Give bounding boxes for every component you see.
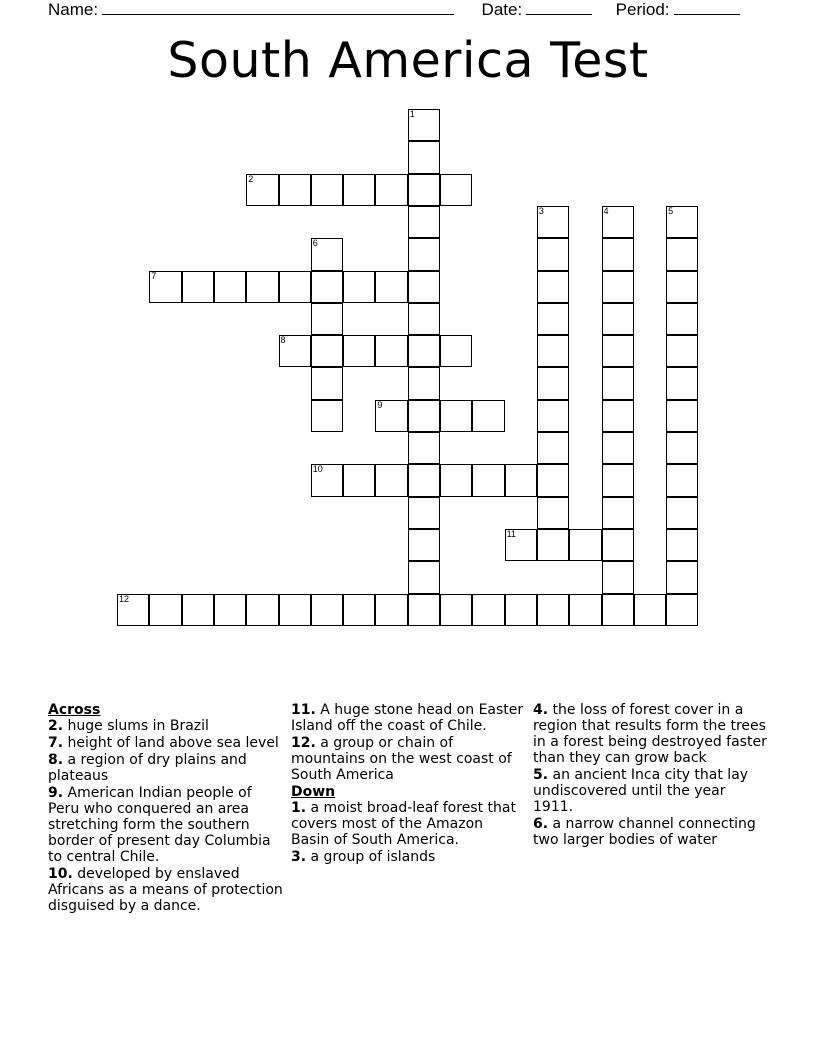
clue-text: a moist broad-leaf forest that covers most of the Amazon Basin of South America.	[291, 800, 516, 848]
crossword-cell[interactable]	[537, 594, 569, 626]
cell-number: 3	[538, 205, 544, 216]
cell-number: 4	[603, 205, 609, 216]
cell-number: 5	[668, 205, 674, 216]
clue-number: 11.	[291, 702, 316, 718]
clue-number: 9.	[48, 785, 64, 801]
clue-text: developed by enslaved Africans as a means of protection disguised by a dance.	[48, 866, 283, 914]
crossword-cell[interactable]	[537, 335, 569, 367]
clue-column-3	[533, 702, 769, 849]
cell-number: 10	[312, 464, 323, 475]
crossword-cell[interactable]	[279, 271, 311, 303]
crossword-cell[interactable]	[246, 271, 278, 303]
crossword-cell[interactable]	[602, 432, 634, 464]
crossword-cell[interactable]	[634, 594, 666, 626]
crossword-cell[interactable]	[343, 464, 375, 496]
clue-text: a region of dry plains and plateaus	[48, 752, 247, 784]
down-heading: Down	[291, 784, 336, 800]
crossword-cell[interactable]	[602, 271, 634, 303]
crossword-grid	[117, 109, 699, 627]
clue-number: 4.	[533, 702, 549, 718]
clue-across-9	[48, 785, 284, 865]
crossword-cell[interactable]	[666, 271, 698, 303]
crossword-cell[interactable]	[602, 206, 634, 238]
crossword-cell[interactable]	[311, 400, 343, 432]
crossword-cell[interactable]	[408, 400, 440, 432]
crossword-cell[interactable]	[505, 464, 537, 496]
clue-number: 7.	[48, 735, 64, 751]
crossword-cell[interactable]	[279, 174, 311, 206]
clue-number: 8.	[48, 752, 64, 768]
crossword-cell[interactable]	[375, 335, 407, 367]
cell-number: 2	[248, 173, 254, 184]
crossword-cell[interactable]	[408, 335, 440, 367]
crossword-cell[interactable]	[666, 497, 698, 529]
crossword-cell[interactable]	[408, 238, 440, 270]
crossword-cell[interactable]	[666, 432, 698, 464]
crossword-cell[interactable]	[472, 594, 504, 626]
period-blank[interactable]	[674, 0, 740, 15]
date-blank[interactable]	[526, 0, 592, 15]
crossword-cell[interactable]	[343, 174, 375, 206]
clue-across-7	[48, 735, 284, 751]
crossword-cell[interactable]	[602, 400, 634, 432]
clue-text: a group of islands	[310, 849, 436, 865]
crossword-cell[interactable]	[311, 464, 343, 496]
crossword-cell[interactable]	[440, 335, 472, 367]
crossword-cell[interactable]	[602, 529, 634, 561]
crossword-cell[interactable]	[537, 400, 569, 432]
crossword-cell[interactable]	[440, 464, 472, 496]
crossword-cell[interactable]	[214, 594, 246, 626]
crossword-cell[interactable]	[602, 561, 634, 593]
cell-number: 6	[312, 238, 318, 249]
cell-number: 9	[377, 399, 383, 410]
clue-number: 1.	[291, 800, 307, 816]
clue-down-1	[291, 800, 525, 848]
crossword-cell[interactable]	[440, 400, 472, 432]
crossword-cell[interactable]	[343, 594, 375, 626]
crossword-cell[interactable]	[537, 271, 569, 303]
crossword-cell[interactable]	[537, 367, 569, 399]
crossword-cell[interactable]	[311, 367, 343, 399]
crossword-cell[interactable]	[117, 594, 149, 626]
crossword-cell[interactable]	[408, 594, 440, 626]
crossword-cell[interactable]	[311, 303, 343, 335]
clue-down-5	[533, 767, 769, 815]
clue-text: a narrow channel connecting two larger bodies of water	[533, 816, 756, 848]
crossword-cell[interactable]	[537, 206, 569, 238]
clue-across-10	[48, 866, 284, 914]
crossword-cell[interactable]	[537, 432, 569, 464]
clue-text: the loss of forest cover in a region that results form the trees in a forest being destroyed faster than they can grow back	[533, 702, 767, 766]
clue-number: 10.	[48, 866, 73, 882]
crossword-cell[interactable]	[408, 464, 440, 496]
crossword-cell[interactable]	[279, 594, 311, 626]
worksheet-header	[48, 0, 740, 20]
crossword-cell[interactable]	[214, 271, 246, 303]
crossword-cell[interactable]	[343, 335, 375, 367]
clue-text: huge slums in Brazil	[67, 718, 209, 734]
date-label: Date:	[481, 0, 523, 19]
crossword-cell[interactable]	[602, 238, 634, 270]
crossword-cell[interactable]	[666, 561, 698, 593]
cell-number: 7	[151, 270, 157, 281]
crossword-cell[interactable]	[149, 594, 181, 626]
crossword-cell[interactable]	[311, 238, 343, 270]
crossword-cell[interactable]	[602, 464, 634, 496]
clue-column-1	[48, 702, 284, 915]
crossword-cell[interactable]	[375, 174, 407, 206]
crossword-cell[interactable]	[666, 303, 698, 335]
crossword-cell[interactable]	[408, 432, 440, 464]
crossword-cell[interactable]	[311, 271, 343, 303]
crossword-cell[interactable]	[505, 594, 537, 626]
crossword-cell[interactable]	[311, 174, 343, 206]
period-label: Period:	[615, 0, 670, 19]
crossword-cell[interactable]	[602, 303, 634, 335]
crossword-cell[interactable]	[408, 174, 440, 206]
crossword-cell[interactable]	[602, 497, 634, 529]
crossword-cell[interactable]	[375, 400, 407, 432]
crossword-cell[interactable]	[408, 303, 440, 335]
clue-text: an ancient Inca city that lay undiscovered until the year 1911.	[533, 767, 749, 815]
crossword-cell[interactable]	[666, 238, 698, 270]
crossword-cell[interactable]	[666, 400, 698, 432]
crossword-cell[interactable]	[666, 529, 698, 561]
crossword-cell[interactable]	[602, 594, 634, 626]
clue-text: American Indian people of Peru who conquered an area stretching form the southern border of present day Columbia to central Chile.	[48, 785, 271, 865]
crossword-cell[interactable]	[569, 594, 601, 626]
crossword-cell[interactable]	[246, 174, 278, 206]
cell-number: 1	[409, 109, 415, 119]
clue-across-2	[48, 718, 284, 734]
crossword-cell[interactable]	[343, 271, 375, 303]
crossword-cell[interactable]	[666, 206, 698, 238]
clue-across-8	[48, 752, 284, 784]
crossword-cell[interactable]	[408, 529, 440, 561]
cell-number: 11	[506, 528, 516, 539]
across-heading: Across	[48, 702, 101, 718]
clue-across-12	[291, 735, 525, 783]
crossword-cell[interactable]	[311, 594, 343, 626]
clue-number: 6.	[533, 816, 549, 832]
crossword-cell[interactable]	[311, 335, 343, 367]
crossword-cell[interactable]	[182, 271, 214, 303]
clue-across-11	[291, 702, 525, 734]
clue-column-2	[291, 702, 525, 866]
crossword-cell[interactable]	[408, 367, 440, 399]
crossword-cell[interactable]	[246, 594, 278, 626]
clue-number: 3.	[291, 849, 307, 865]
crossword-cell[interactable]	[408, 206, 440, 238]
crossword-cell[interactable]	[408, 141, 440, 173]
clue-number: 5.	[533, 767, 549, 783]
crossword-cell[interactable]	[149, 271, 181, 303]
crossword-cell[interactable]	[440, 594, 472, 626]
page-title: South America Test	[167, 32, 649, 89]
crossword-cell[interactable]	[666, 464, 698, 496]
clue-text: A huge stone head on Easter Island off the coast of Chile.	[291, 702, 524, 734]
crossword-cell[interactable]	[375, 594, 407, 626]
crossword-cell[interactable]	[279, 335, 311, 367]
crossword-cell[interactable]	[375, 464, 407, 496]
name-blank[interactable]	[102, 0, 454, 15]
crossword-cell[interactable]	[408, 561, 440, 593]
cell-number: 8	[280, 335, 286, 346]
crossword-cell[interactable]	[505, 529, 537, 561]
name-label: Name:	[48, 0, 99, 19]
clue-number: 12.	[291, 735, 316, 751]
crossword-cell[interactable]	[537, 464, 569, 496]
crossword-cell[interactable]	[182, 594, 214, 626]
crossword-cell[interactable]	[472, 400, 504, 432]
clue-number: 2.	[48, 718, 64, 734]
crossword-cell[interactable]	[666, 335, 698, 367]
crossword-cell[interactable]	[537, 303, 569, 335]
crossword-cell[interactable]	[602, 367, 634, 399]
crossword-cell[interactable]	[537, 497, 569, 529]
clue-text: a group or chain of mountains on the west coast of South America	[291, 735, 512, 783]
crossword-cell[interactable]	[375, 271, 407, 303]
crossword-cell[interactable]	[408, 109, 440, 141]
crossword-cell[interactable]	[602, 335, 634, 367]
crossword-cell[interactable]	[666, 594, 698, 626]
crossword-cell[interactable]	[666, 367, 698, 399]
cell-number: 12	[119, 593, 130, 604]
clue-down-3	[291, 849, 525, 865]
clue-down-6	[533, 816, 769, 848]
clue-down-4	[533, 702, 769, 766]
crossword-cell[interactable]	[537, 238, 569, 270]
crossword-cell[interactable]	[537, 529, 569, 561]
crossword-cell[interactable]	[408, 497, 440, 529]
clue-text: height of land above sea level	[67, 735, 279, 751]
crossword-cell[interactable]	[569, 529, 601, 561]
crossword-cell[interactable]	[440, 174, 472, 206]
crossword-cell[interactable]	[472, 464, 504, 496]
crossword-cell[interactable]	[408, 271, 440, 303]
